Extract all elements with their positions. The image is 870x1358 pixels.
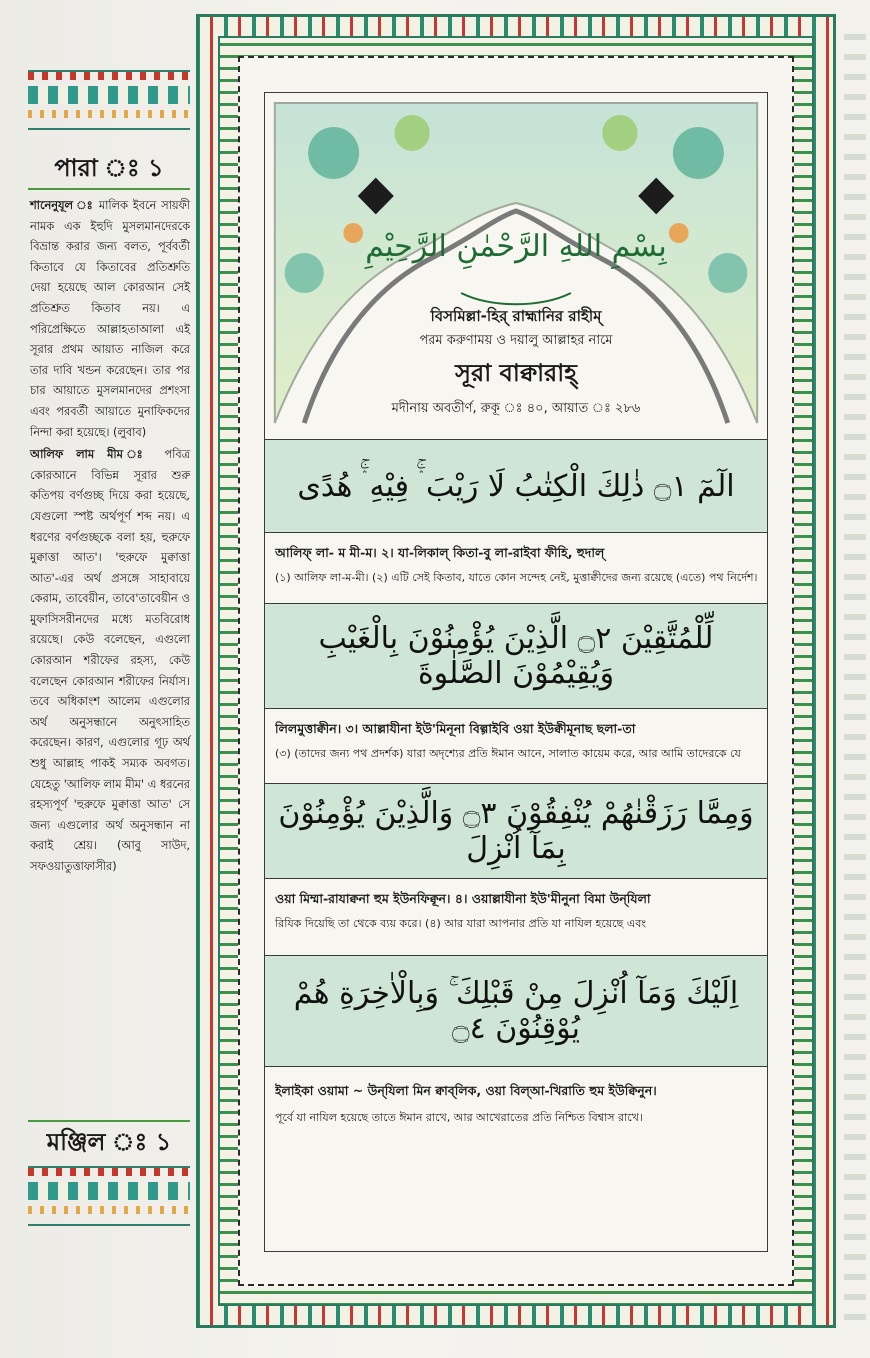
verse-transliteration: ওয়া মিম্মা-রাযাক্বনা হুম ইউনফিক্বূন। ৪। ওয়াল্লাযীনা ইউ'মীনুনা বিমা উন্‌যিলা [275,891,651,906]
bottom-ornament-band [28,1166,190,1226]
commentary-paragraph [30,196,190,443]
verse-meaning: (৩) (তাদের জন্য পথ প্রদর্শক) যারা অদৃশ্যের প্রতি ঈমান আনে, সালাত কায়েম করে, আর আমি তাদেরকে যে [275,747,741,760]
surah-content [264,92,768,1252]
verse-meaning: (১) আলিফ লা-ম-মী। (২) এটি সেই কিতাব, যাতে কোন সন্দেহ নেই, মুত্তাক্বীদের জন্য রয়েছে (এতে) পথ নির্দেশ। [275,571,757,584]
commentary-paragraph [30,445,190,877]
arabic-verse: الٓمٓ ۝١ ذٰلِكَ الْكِتٰبُ لَا رَيْبَ ۛۚ فِيْهِ ۛۚ هُدًى [265,439,767,533]
basmala-arabic: بِسْمِ اللهِ الرَّحْمٰنِ الرَّحِيْمِ [365,229,667,264]
para-heading: পারা ঃ ১ [28,148,190,190]
verse-transliteration: লিলমুত্তাক্বীন। ৩। আল্লাযীনা ইউ'মিনূনা বিল্গাইবি ওয়া ইউক্বীমূনাছ ছলা-তা [275,721,636,736]
outer-ornamental-frame [196,14,836,1328]
verse-meaning: পূর্বে যা নাযিল হয়েছে তাতে ঈমান রাখে, আর আখেরাতের প্রতি নিশ্চিত বিশ্বাস রাখে। [275,1111,643,1124]
arabic-verse: اِلَيْكَ وَمَآ اُنْزِلَ مِنْ قَبْلِكَ ۚ وَبِالْاٰخِرَةِ هُمْ يُوْقِنُوْنَ ۝٤ [265,955,767,1067]
arabic-verse: لِّلْمُتَّقِيْنَ ۝٢ الَّذِيْنَ يُؤْمِنُوْنَ بِالْغَيْبِ وَيُقِيْمُوْنَ الصَّلٰوةَ [265,603,767,709]
middle-ornamental-frame [218,36,814,1306]
top-ornament-band [28,70,190,130]
commentary-label: আলিফ লাম মীম ঃ [30,448,152,462]
arabic-verse: وَمِمَّا رَزَقْنٰهُمْ يُنْفِقُوْنَ ۝٣ وَالَّذِيْنَ يُؤْمِنُوْنَ بِمَآ اُنْزِلَ [265,783,767,879]
verse-meaning: রিযিক দিয়েছি তা থেকে ব্যয় করে। (৪) আর যারা আপনার প্রতি যা নাযিল হয়েছে এবং [275,917,647,930]
commentary-label: শানেনুযূল ঃ [30,199,94,212]
verse-transliteration: আলিফ্ লা- ম মী-ম। ২। যা-লিকাল্ কিতা-বু লা-রাইবা ফীহি, হুদাল্ [275,545,605,560]
surah-meta: মদীনায় অবতীর্ণ, রুকূ ঃ ৪০, আয়াত ঃ ২৮৬ [391,401,641,416]
commentary-text [30,196,190,880]
commentary-body: মালিক ইবনে সায়ফী নামক এক ইহুদি মুসলমানদেরকে বিভ্রান্ত করার জন্য বলত, পূর্ববর্তী কিতাবে যে কিতাবের প্রতিশ্রুতি দেয়া হয়েছে আল কোরআন সেই প্রতিশ্রুত কিতাব নয়। এ পরিপ্রেক্ষিতে আল্লাহতাআলা এই সূরার প্রথম আয়াত নাজিল করে তার দাবি খন্ডন করেছেন। তার পর চার আয়াতে মুসলমানদের প্রশংসা এবং পরবর্তী আয়াতে মুনাফিকদের নিন্দা করা হয়েছে। (লুবাব) [30,199,191,439]
surah-title: সূরা বাক্বারাহ্ [455,359,577,387]
commentary-body: পবিত্র কোরআনে বিভিন্ন সূরার শুরু কতিপয় বর্ণগুচ্ছ দিয়ে করা হয়েছে, যেগুলো স্পষ্ট অর্থপূর্ণ শব্দ নয়। এ ধরণের বর্ণগুচ্ছকে বলা হয়, হুরুফে মুক্বাত্তা আত'। 'হুরুফে মুক্বাত্তা আত'-এর অর্থ প্রসঙ্গে সাহাবায়ে কেরাম, তাবেয়ীন, তাবে'তাবেয়ীন ও মুফাসিসরীনদের মধ্যে মতবিরোধ রয়েছে। কেউ বলেছেন, এগুলো কোরআন শরীফের রহস্য, কেউ বলেছেন কোরআন শরীফের নির্যাস। তবে অধিকাংশ আলেম এগুলোর অর্থ অনুসন্ধানে অনুৎসাহিত করেছেন। কারণ, এগুলোর গূঢ় অর্থ শুধু আল্লাহ পাকই সম্যক অবগত। যেহেতু 'আলিফ লাম মীম' এ ধরনের রহস্যপূর্ণ 'হুরুফে মুক্বাত্তা আত' সে জন্য এগুলোর অর্থ অনুসন্ধান না করাই শ্রেয়। (আবু সাউদ, সফওয়াতুত্তাফাসীর) [30,448,191,873]
basmala-meaning: পরম করুণাময় ও দয়ালু আল্লাহর নামে [419,333,613,348]
manzil-heading: মঞ্জিল ঃ ১ [28,1120,190,1162]
basmala-transliteration: বিসমিল্লা-হির্ রাহ্মানির রাহীম্ [430,307,602,325]
right-edge-ornament [844,20,866,1320]
verse-transliteration: ইলাইকা ওয়ামা ~ উন্‌যিলা মিন ক্বাব্‌লিক, ওয়া বিল্আ-খিরাতি হুম ইউক্বিনুন। [275,1083,657,1098]
margin-commentary [28,70,190,1250]
inner-frame [238,56,794,1286]
